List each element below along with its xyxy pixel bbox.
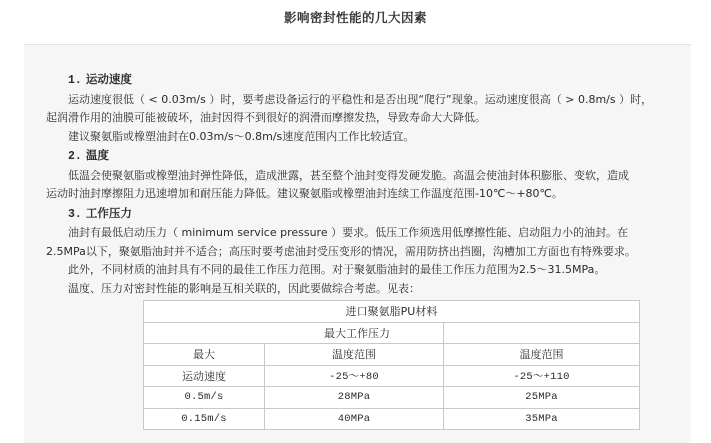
temperature-paragraph-1: 低温会使聚氨脂或橡塑油封弹性降低，造成泄露，甚至整个油封变得发硬发脆。高温会使油封体积膨胀、变软，造成	[68, 168, 629, 182]
pu-material-table	[143, 300, 640, 430]
table-cell-right: -25～+110	[444, 365, 640, 387]
table-cell-label: 0.5m/s	[144, 387, 265, 409]
page-title: 影响密封性能的几大因素	[283, 10, 427, 25]
table-subheader-empty	[444, 322, 640, 344]
pressure-paragraph-2: 2.5MPa以下，聚氨脂油封并不适合；高压时要考虑油封受压变形的情况，需用防挤出挡圈，沟槽加工方面也有特殊要求。	[46, 244, 636, 258]
article-body	[46, 70, 676, 298]
section-heading-pressure: 3. 工作压力	[68, 205, 132, 221]
table-subheader-row	[144, 322, 640, 344]
table-header-mid: 温度范围	[265, 344, 444, 366]
section-heading-temperature: 2. 温度	[68, 148, 109, 163]
table-title: 进口聚氨脂PU材料	[144, 301, 640, 323]
section-heading-speed: 1. 运动速度	[68, 72, 132, 87]
table-row	[144, 408, 640, 430]
table-row	[144, 387, 640, 409]
table-subheader: 最大工作压力	[144, 322, 444, 344]
temperature-paragraph-2: 运动时油封摩擦阻力迅速增加和耐压能力降低。建议聚氨脂或橡塑油封连续工作温度范围-10℃～+80℃。	[46, 187, 563, 200]
table-header-row	[144, 344, 640, 366]
pressure-paragraph-1: 油封有最低启动压力（ minimum service pressure ）要求。低压工作须选用低摩擦性能、启动阻力小的油封。在	[68, 226, 629, 239]
table-header-right: 温度范围	[444, 344, 640, 366]
table-cell-mid: -25～+80	[265, 365, 444, 387]
table-cell-label: 0.15m/s	[144, 408, 265, 430]
pressure-paragraph-3: 此外，不同材质的油封具有不同的最佳工作压力范围。对于聚氨脂油封的最佳工作压力范围为2.5～31.5MPa。	[68, 263, 606, 276]
speed-paragraph-3: 建议聚氨脂或橡塑油封在0.03m/s～0.8m/s速度范围内工作比较适宜。	[68, 129, 415, 143]
pressure-paragraph-4: 温度、压力对密封性能的影响是互相关联的，因此要做综合考虑。见表：	[68, 281, 420, 295]
table-cell-right: 35MPa	[444, 408, 640, 430]
table-cell-label: 运动速度	[144, 365, 265, 387]
table-row	[144, 365, 640, 387]
speed-paragraph-2: 起润滑作用的油膜可能被破坏，油封因得不到很好的润滑而摩擦发热，导致寿命大大降低。	[46, 111, 486, 124]
table-title-row	[144, 301, 640, 323]
table-header-left: 最大	[144, 344, 265, 366]
table-cell-right: 25MPa	[444, 387, 640, 409]
speed-paragraph-1: 运动速度很低（ < 0.03m/s ）时，要考虑设备运行的平稳性和是否出现“爬行”现象。运动速度很高（ > 0.8m/s ）时，	[68, 92, 653, 106]
table-cell-mid: 28MPa	[265, 387, 444, 409]
table-cell-mid: 40MPa	[265, 408, 444, 430]
